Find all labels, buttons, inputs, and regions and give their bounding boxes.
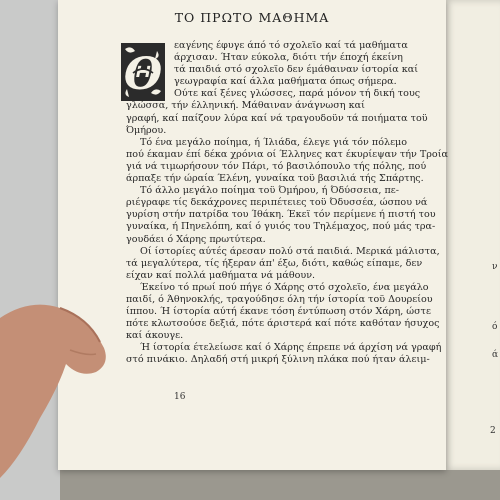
body-text (123, 40, 472, 367)
text-line: γυναίκα, ή Πηνελόπη, καί ό γυιός του Τηλέμαχος, πού μάς τρα- (126, 221, 436, 233)
text-line: άρχισαν. Ήταν εύκολα, διότι τήν έποχή έκείνη (174, 52, 403, 64)
text-line: γουδάει ό Χάρης πρωτύτερα. (126, 233, 266, 245)
text-line: Όμήρου. (126, 124, 167, 136)
text-line: ίππου. Ή ίστορία αύτή έκανε τόση έντύπωση στόν Χάρη, ώστε (126, 306, 431, 318)
text-line: εαγένης έφυγε άπό τό σχολεϊο καί τά μαθήματα (174, 40, 408, 51)
text-line: στό πινάκιο. Δηλαδή στή μικρή ξύλινη πλάκα πού ήταν άλειμ- (126, 354, 430, 366)
page-number: 16 (174, 392, 186, 402)
text-line: καί άκουγε. (126, 330, 184, 342)
text-line: άρπαξε τήν ώραία Έλένη, γυναίκα τοϋ βασιλιά τής Σπάρτης. (126, 173, 424, 185)
text-line: γυρίση στήν πατρίδα του Ίθάκη. Έκεϊ τόν περίμενε ή πιστή του (126, 209, 436, 221)
adjacent-page-number: 2 (490, 426, 496, 436)
chapter-title: ΤΟ ΠΡΩΤΟ ΜΑΘΗΜΑ (174, 10, 330, 25)
adjacent-page-fragment: ά (492, 350, 499, 360)
text-line: τά μεγαλύτερα, τίς ήξεραν άπ' έξω, διότι, καθώς είπαμε, δεν (126, 257, 423, 269)
text-line: γεωγραφία καί άλλα μαθήματα όπως σήμερα. (174, 76, 397, 88)
text-line: πού έκαμαν έπί δέκα χρόνια οί Έλληνες κατ έκυρίεψαν τήν Τροία (126, 148, 448, 160)
text-line: Τό άλλο μεγάλο ποίημα τοϋ Όμήρου, ή Όδύσσεια, πε- (140, 185, 400, 197)
text-line: γιά νά τιμωρήσουν τόν Πάρι, τό βασιλόπουλο τής πόλης, πού (126, 160, 427, 172)
adjacent-page-fragment: ν (492, 262, 498, 272)
text-line: γραφή, καί παίζουν λύρα καί νά τραγουδοϋν τά ποιήματα τοϋ (126, 112, 428, 124)
text-line: παιδί, ό Άθηνοκλής, τραγούδησε όλη τήν ίστορία τοϋ Δουρείου (126, 293, 433, 305)
text-line: γλώσσα, τήν έλληνική. Μάθαιναν άνάγνωση καί (126, 100, 365, 112)
text-line: είχαν καί πολλά μαθήματα νά μάθουν. (126, 269, 316, 281)
adjacent-page-fragment: ό (492, 322, 498, 332)
text-line: ριέγραφε τίς δεκάχρονες περιπέτειες τοϋ Όδυσσέα, ώσπου νά (126, 197, 428, 209)
text-line: Οί ίστορίες αύτές άρεσαν πολύ στά παιδιά. Μερικά μάλιστα, (140, 245, 440, 257)
text-line: Έκείνο τό πρωί πού πήγε ό Χάρης στό σχολεϊο, ένα μεγάλο (140, 281, 429, 293)
text-line: τά παιδιά στό σχολεϊο δεν έμάθαιναν ίστορία καί (174, 64, 418, 76)
text-line: Ούτε καί ξένες γλώσσες, παρά μόνον τή δική τους (174, 88, 421, 100)
drop-cap-letter: Θ (123, 49, 163, 100)
book-page (58, 0, 446, 470)
text-line: Τό ένα μεγάλο ποίημα, ή Ίλιάδα, έλεγε γιά τόν πόλεμο (140, 136, 408, 148)
hand-holding-book (0, 298, 110, 478)
text-line: πότε κλωτσούσε δεξιά, πότε άριστερά καί πότε καθόταν ήσυχος (126, 318, 440, 330)
text-line: Ή ίστορία έτελείωσε καί ό Χάρης έπρεπε νά άρχίση νά γραφή (140, 342, 442, 354)
